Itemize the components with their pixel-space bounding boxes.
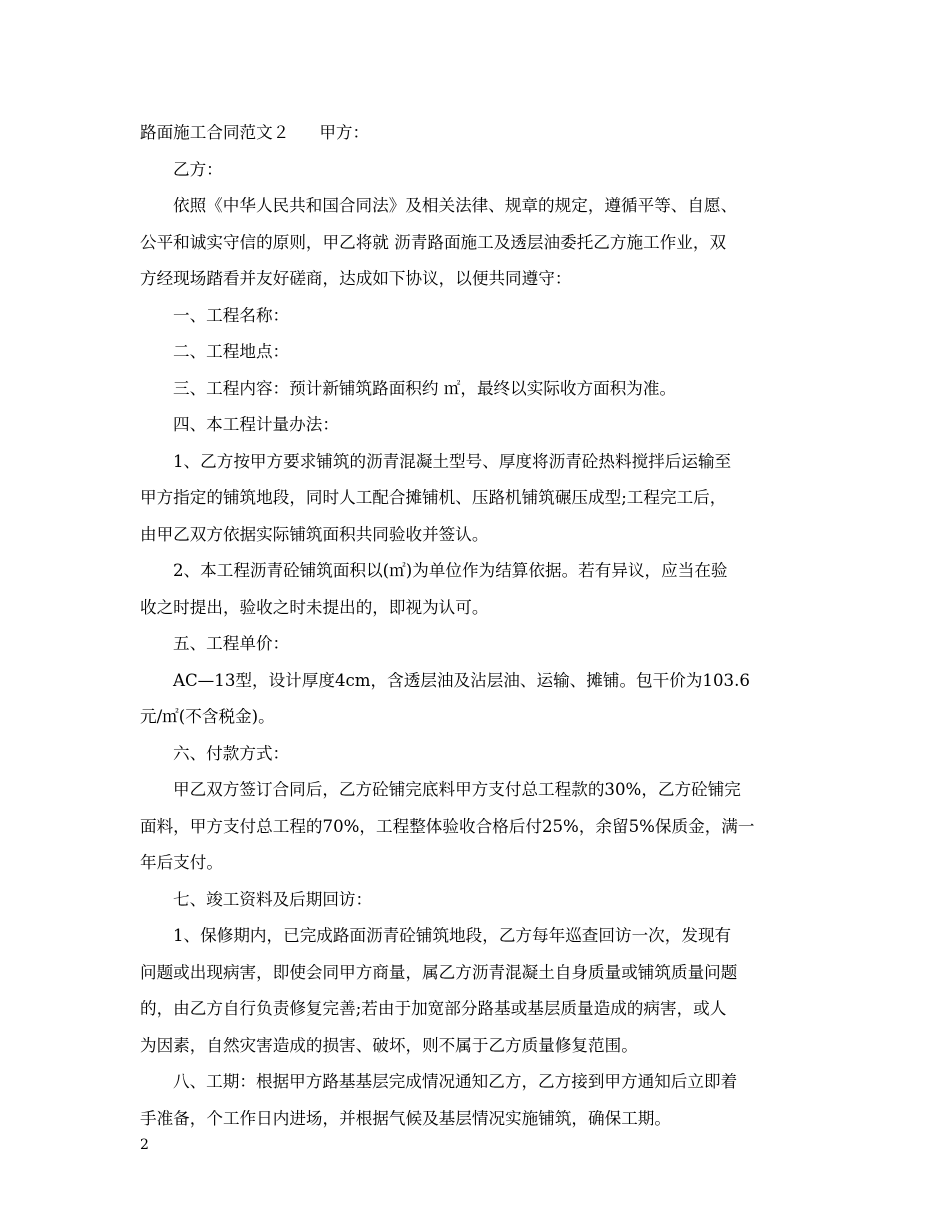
- paragraph-line: 面料，甲方支付总工程的70%，工程整体验收合格后付25%，余留5%保质金，满一: [140, 816, 755, 836]
- paragraph-line: 方经现场踏看并友好磋商，达成如下协议，以便共同遵守：: [140, 269, 572, 288]
- paragraph-line: 由甲乙双方依据实际铺筑面积共同验收并签认。: [140, 524, 489, 544]
- party-a-label: 甲方：: [319, 123, 370, 142]
- section-heading: 六、付款方式：: [173, 743, 290, 763]
- section-heading: 二、工程地点：: [173, 342, 290, 361]
- paragraph-line: 收之时提出，验收之时未提出的，即视为认可。: [140, 597, 489, 617]
- document-body: [140, 115, 812, 1137]
- paragraph-line: 1、乙方按甲方要求铺筑的沥青混凝土型号、厚度将沥青砼热料搅拌后运输至: [173, 451, 732, 471]
- paragraph-line: 八、工期：根据甲方路基基层完成情况通知乙方，乙方接到甲方通知后立即着: [173, 1072, 738, 1091]
- document-title: 路面施工合同范文２: [140, 123, 290, 142]
- section-heading: 五、工程单价：: [173, 634, 290, 653]
- paragraph-line: 手准备，个工作日内进场，并根据气候及基层情况实施铺筑，确保工期。: [140, 1108, 671, 1128]
- section-heading: 三、工程内容：预计新铺筑路面积约 ㎡，最终以实际收方面积为准。: [173, 378, 677, 398]
- paragraph-line: 1、保修期内，已完成路面沥青砼铺筑地段，乙方每年巡查回访一次，发现有: [173, 926, 732, 945]
- paragraph-line: 依照《中华人民共和国合同法》及相关法律、规章的规定，遵循平等、自愿、: [173, 196, 738, 215]
- paragraph-line: 的，由乙方自行负责修复完善;若由于加宽部分路基或基层质量造成的病害，或人: [140, 999, 727, 1018]
- page-number: 2: [140, 1137, 149, 1153]
- paragraph-line: AC—13型，设计厚度4cm，含透层油及沾层油、运输、摊铺。包干价为103.6: [173, 670, 750, 690]
- section-heading: 七、竣工资料及后期回访：: [173, 889, 373, 909]
- paragraph-line: 2、本工程沥青砼铺筑面积以(㎡)为单位作为结算依据。若有异议，应当在验: [173, 561, 728, 580]
- paragraph-line: 元/㎡(不含税金)。: [140, 707, 275, 726]
- title-line: [140, 115, 812, 152]
- paragraph-line: 甲乙双方签订合同后，乙方砼铺完底料甲方支付总工程款的30%，乙方砼铺完: [173, 780, 741, 799]
- party-b-label: 乙方：: [173, 159, 223, 179]
- paragraph-line: 问题或出现病害，即使会同甲方商量，属乙方沥青混凝土自身质量或铺筑质量问题: [140, 962, 738, 982]
- paragraph-line: 公平和诚实守信的原则，甲乙将就 沥青路面施工及透层油委托乙方施工作业，双: [140, 232, 727, 252]
- section-heading: 一、工程名称：: [173, 305, 290, 325]
- paragraph-line: 年后支付。: [140, 853, 223, 872]
- paragraph-line: 甲方指定的铺筑地段，同时人工配合摊铺机、压路机铺筑碾压成型;工程完工后，: [140, 488, 727, 507]
- section-heading: 四、本工程计量办法：: [173, 415, 339, 434]
- paragraph-line: 为因素，自然灾害造成的损害、破坏，则不属于乙方质量修复范围。: [140, 1035, 638, 1055]
